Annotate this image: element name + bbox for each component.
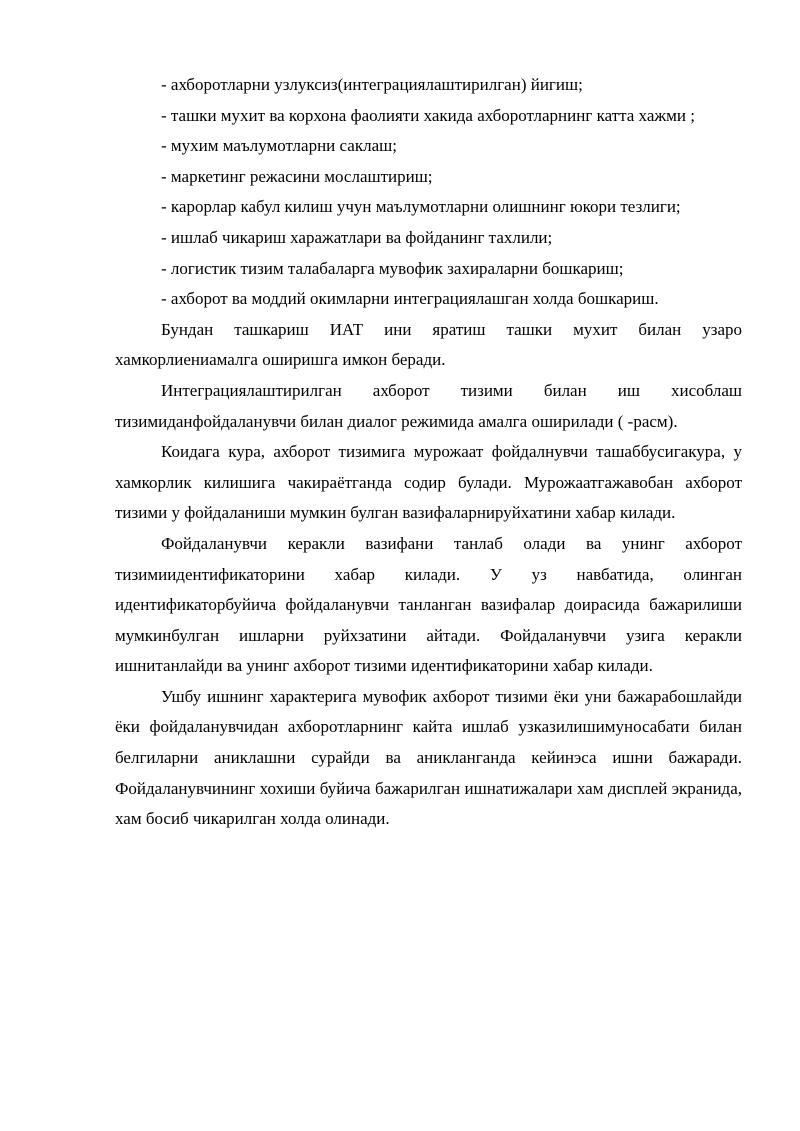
list-item: - ахборот ва моддий окимларни интеграциялашган холда бошкариш. [161,289,659,309]
list-item: - логистик тизим талабаларга мувофик захираларни бошкариш; [161,258,624,278]
paragraph: Фойдаланувчи керакли вазифани танлаб олади ва унинг ахборот тизимиидентификаторини хабар килади. У уз навбатида, олинган идентификаторбуйича фойдаланувчи танланган вазифалар доирасида бажарилиши мумкинбулган ишларни руйхзатини айтади. Фойдаланувчи узига керакли ишнитанлайди ва унинг ахборот тизими идентификаторини хабар килади. [115,533,742,676]
paragraph: Интеграциялаштирилган ахборот тизими билан иш хисоблаш тизимиданфойдаланувчи билан диалог режимида амалга оширилади ( -расм). [115,380,742,431]
paragraph: Коидага кура, ахборот тизимига мурожаат фойдалнувчи ташаббусигакура, у хамкорлик килишига чакираётганда содир булади. Мурожаатгажавобан ахборот тизими у фойдаланиши мумкин булган вазифаларнируйхатини хабар килади. [115,442,742,523]
list-item: - маркетинг режасини мослаштириш; [161,166,433,186]
paragraph: Ушбу ишнинг характерига мувофик ахборот тизими ёки уни бажарабошлайди ёки фойдаланувчидан ахборотларнинг кайта ишлаб узказилишимуносабати билан белгиларни аниклашни сурайди ва аникланганда кейинэса ишни бажаради. Фойдаланувчининг хохиши буйича бажарилган ишнатижалари хам дисплей экранида, хам босиб чикарилган холда олинади. [115,686,742,829]
list-item: - ахборотларни узлуксиз(интеграциялаштирилган) йигиш; [161,75,583,94]
list-item: - ишлаб чикариш харажатлари ва фойданинг тахлили; [161,227,553,247]
list-item: - ташки мухит ва корхона фаолияти хакида ахборотларнинг катта хажми ; [161,105,695,125]
document-page [115,70,742,835]
paragraph: Бундан ташкариш ИАТ ини яратиш ташки мухит билан узаро хамкорлиениамалга оширишга имкон беради. [115,319,742,370]
list-item: - мухим маълумотларни саклаш; [161,136,397,156]
list-item: - карорлар кабул килиш учун маълумотларни олишнинг юкори тезлиги; [161,197,681,217]
